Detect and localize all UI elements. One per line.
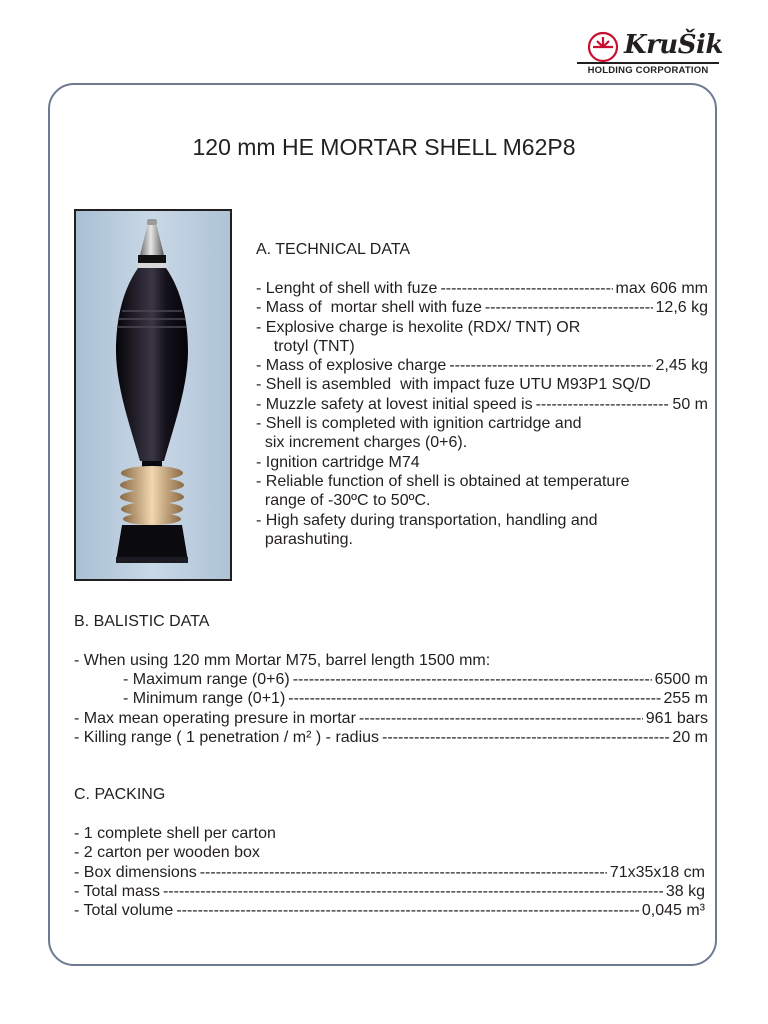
balistic-spec-row-value: 6500 m	[654, 671, 708, 688]
balistic-spec-row-label: - Killing range ( 1 penetration / m² ) - radius	[74, 728, 380, 746]
packing-text-line: - 2 carton per wooden box	[74, 844, 260, 862]
technical-text-line: parashuting.	[256, 530, 353, 548]
packing-list	[74, 824, 708, 920]
technical-spec-row-label: - Muzzle safety at lovest initial speed is	[256, 395, 533, 413]
dot-leader	[485, 298, 653, 317]
packing-spec-row	[74, 863, 705, 882]
technical-text-line: - Ignition cartridge M74	[256, 453, 420, 471]
dot-leader	[200, 863, 607, 882]
technical-spec-row-label: - Mass of mortar shell with fuze	[256, 299, 482, 317]
balistic-list	[74, 670, 708, 747]
technical-spec-row	[256, 395, 708, 414]
balistic-spec-row-label: - Max mean operating presure in mortar	[74, 709, 356, 727]
technical-spec-row-value: max 606 mm	[615, 280, 708, 297]
balistic-spec-row-value: 961 bars	[645, 709, 708, 727]
technical-text-line: trotyl (TNT)	[256, 337, 355, 355]
packing-heading: C. PACKING	[74, 786, 166, 803]
technical-heading: A. TECHNICAL DATA	[256, 241, 411, 258]
technical-text-line: range of -30ºC to 50ºC.	[256, 492, 431, 510]
technical-list	[256, 279, 708, 549]
packing-spec-row-label: - Total volume	[74, 902, 174, 920]
dot-leader	[536, 395, 670, 414]
technical-spec-row	[256, 298, 708, 317]
technical-spec-row	[256, 356, 708, 375]
dot-leader	[382, 728, 669, 747]
mortar-shell-illustration	[76, 211, 230, 579]
dot-leader	[176, 901, 639, 920]
company-logo	[577, 28, 722, 76]
technical-text-line: - Shell is completed with ignition cartridge and	[256, 415, 582, 433]
technical-spec-row-label: - Mass of explosive charge	[256, 357, 447, 375]
technical-spec-row	[256, 279, 708, 298]
balistic-spec-row-label: - Minimum range (0+1)	[123, 690, 286, 708]
page-title: 120 mm HE MORTAR SHELL M62P8	[192, 134, 576, 160]
technical-spec-row-value: 12,6 kg	[655, 299, 708, 317]
dot-leader	[449, 356, 652, 375]
dot-leader	[293, 670, 652, 689]
technical-spec-row-label: - Lenght of shell with fuze	[256, 280, 438, 297]
balistic-spec-row	[74, 670, 708, 689]
logo-subtitle: HOLDING CORPORATION	[587, 65, 709, 76]
technical-spec-row-value: 50 m	[672, 395, 708, 413]
packing-spec-row-value: 71x35x18 cm	[609, 863, 705, 881]
packing-spec-row-value: 38 kg	[665, 882, 705, 900]
dot-leader	[359, 709, 643, 728]
packing-spec-row-label: - Total mass	[74, 882, 160, 900]
packing-spec-row	[74, 882, 705, 901]
technical-text-line: - Explosive charge is hexolite (RDX/ TNT) OR	[256, 318, 581, 336]
balistic-heading: B. BALISTIC DATA	[74, 613, 210, 630]
packing-text-line: - 1 complete shell per carton	[74, 825, 276, 842]
balistic-spec-row	[74, 709, 708, 728]
logo-divider	[577, 62, 719, 64]
technical-text-line: - High safety during transportation, handling and	[256, 511, 598, 529]
dot-leader	[288, 689, 660, 708]
technical-text-line: six increment charges (0+6).	[256, 434, 468, 452]
technical-spec-row-value: 2,45 kg	[655, 357, 708, 375]
balistic-spec-row-value: 255 m	[663, 690, 708, 708]
balistic-spec-row	[74, 728, 708, 747]
mortar-shell-photo	[74, 209, 232, 581]
balistic-intro: - When using 120 mm Mortar M75, barrel length 1500 mm:	[74, 652, 491, 669]
packing-spec-row	[74, 901, 705, 920]
technical-text-line: - Shell is asembled with impact fuze UTU M93P1 SQ/D	[256, 376, 651, 394]
logo-brand: KruŠik	[624, 30, 723, 60]
balistic-spec-row	[74, 689, 708, 708]
krusik-emblem-icon	[587, 31, 619, 63]
dot-leader	[163, 882, 663, 901]
packing-spec-row-label: - Box dimensions	[74, 863, 197, 881]
balistic-spec-row-label: - Maximum range (0+6)	[123, 671, 290, 688]
technical-text-line: - Reliable function of shell is obtained at temperature	[256, 472, 630, 490]
balistic-spec-row-value: 20 m	[672, 728, 708, 746]
dot-leader	[440, 279, 612, 298]
packing-spec-row-value: 0,045 m³	[641, 902, 705, 920]
